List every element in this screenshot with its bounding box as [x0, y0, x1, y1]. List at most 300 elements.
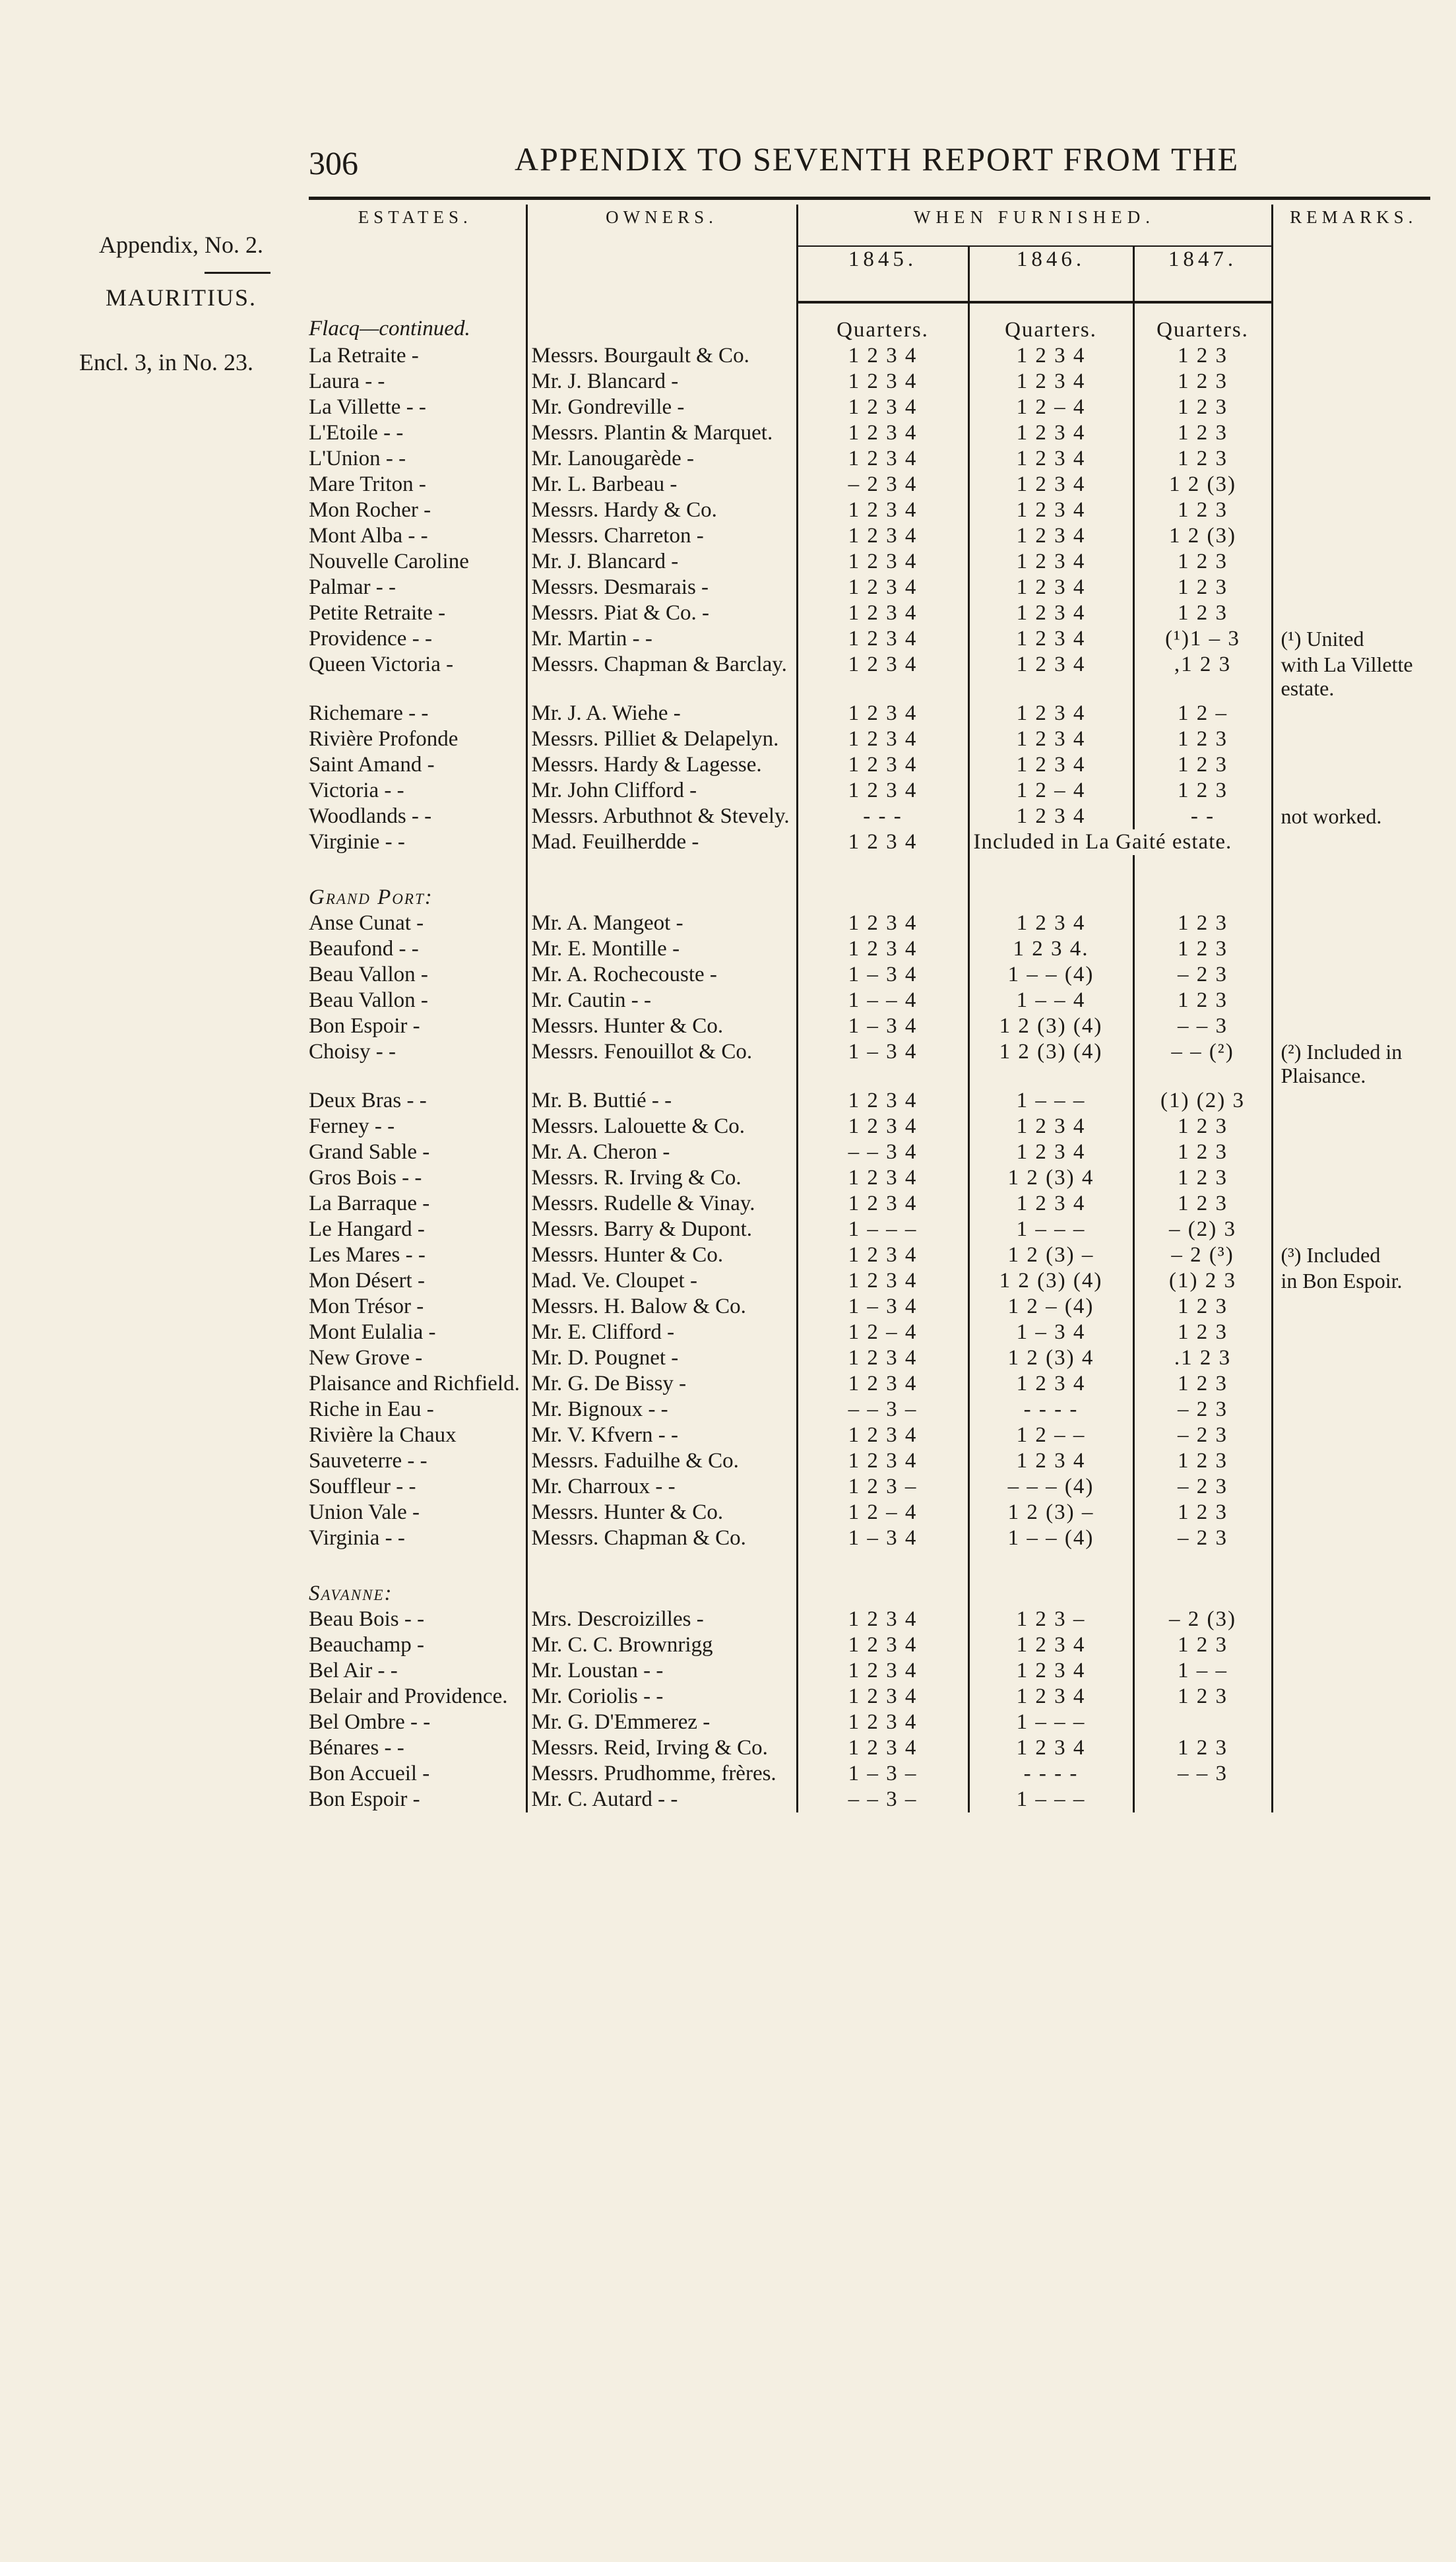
quarters-1845: 1 2 3 4 — [797, 1607, 968, 1632]
owner-name: Mr. Loustan - - — [526, 1658, 797, 1684]
table-row — [309, 1191, 1430, 1217]
estate-name: Ferney - - — [309, 1114, 395, 1138]
quarters-1845: 1 2 3 4 — [797, 936, 968, 962]
owner-name: Mr. Gondreville - — [526, 395, 797, 420]
estate-name: Beau Bois - - — [309, 1607, 425, 1631]
section-spacer — [526, 855, 797, 911]
quarters-1846: 1 2 3 4 — [968, 1448, 1133, 1474]
quarters-1846: 1 2 (3) (4) — [968, 1039, 1133, 1088]
owner-name: Messrs. Barry & Dupont. — [526, 1217, 797, 1242]
owner-name: Messrs. Lalouette & Co. — [526, 1114, 797, 1139]
table-row — [309, 726, 1430, 752]
quarters-1847: 1 2 3 — [1133, 1294, 1272, 1320]
table-body — [309, 302, 1430, 1812]
quarters-1846: 1 2 3 4 — [968, 446, 1133, 472]
owner-name: Mr. D. Pougnet - — [526, 1345, 797, 1371]
remarks-cell — [1272, 1345, 1430, 1371]
estate-name: Bénares - - — [309, 1736, 404, 1760]
remarks-cell — [1272, 752, 1430, 778]
table-row — [309, 420, 1430, 446]
quarters-1846: 1 2 3 4 — [968, 1139, 1133, 1165]
quarters-1847: 1 2 3 — [1133, 988, 1272, 1013]
owner-name: Messrs. Fenouillot & Co. — [526, 1039, 797, 1088]
quarters-1845: 1 2 3 4 — [797, 343, 968, 369]
section-title: Grand Port: — [309, 885, 433, 909]
quarters-1845: – – 3 – — [797, 1397, 968, 1423]
quarters-1847: 1 2 3 — [1133, 497, 1272, 523]
remarks-cell — [1272, 1735, 1430, 1761]
remarks-cell — [1272, 549, 1430, 575]
quarters-1846: 1 – – – — [968, 1217, 1133, 1242]
quarters-1847: 1 2 3 — [1133, 1165, 1272, 1191]
running-title: APPENDIX TO SEVENTH REPORT FROM THE — [515, 141, 1240, 177]
estate-name: Queen Victoria - — [309, 653, 454, 676]
owner-name: Messrs. Hunter & Co. — [526, 1500, 797, 1525]
owner-name: Messrs. Rudelle & Vinay. — [526, 1191, 797, 1217]
quarters-1847: 1 2 (3) — [1133, 523, 1272, 549]
quarters-1845: 1 2 3 4 — [797, 1448, 968, 1474]
quarters-1846: 1 – – (4) — [968, 1525, 1133, 1551]
margin-rule — [205, 272, 270, 274]
table-row — [309, 1268, 1430, 1294]
table-row — [309, 778, 1430, 804]
estate-name: Belair and Providence. — [309, 1684, 508, 1708]
quarters-1845: 1 – 3 4 — [797, 1013, 968, 1039]
estate-name: Plaisance and Richfield. — [309, 1372, 520, 1395]
header-year-1845: 1845. — [797, 246, 968, 302]
remarks-cell — [1272, 701, 1430, 726]
owner-name: Mr. L. Barbeau - — [526, 472, 797, 497]
header-year-1847: 1847. — [1133, 246, 1272, 302]
quarters-1845: 1 2 3 4 — [797, 1735, 968, 1761]
quarters-1847: 1 2 – — [1133, 701, 1272, 726]
quarters-1845: 1 2 – 4 — [797, 1500, 968, 1525]
quarters-1846: 1 2 3 4 — [968, 343, 1133, 369]
quarters-1845: 1 2 3 4 — [797, 1710, 968, 1735]
quarters-1846: 1 2 3 4 — [968, 804, 1133, 829]
table-row — [309, 962, 1430, 988]
estate-name: Souffleur - - — [309, 1475, 416, 1498]
section-title: Flacq—continued. — [309, 317, 470, 340]
quarters-1846: 1 – – – — [968, 1088, 1133, 1114]
quarters-1845: 1 2 3 4 — [797, 575, 968, 600]
quarters-1846: 1 2 (3) (4) — [968, 1268, 1133, 1294]
remarks-cell — [1272, 1114, 1430, 1139]
remarks-cell — [1272, 1761, 1430, 1787]
enclosure-note: Encl. 3, in No. 23. — [79, 349, 253, 375]
estate-name: Sauveterre - - — [309, 1449, 427, 1473]
owner-name: Messrs. Hardy & Co. — [526, 497, 797, 523]
quarters-1847: – 2 3 — [1133, 1474, 1272, 1500]
section-remarks-spacer — [1272, 855, 1430, 911]
quarters-1846: 1 2 3 4 — [968, 1191, 1133, 1217]
quarters-1846: 1 2 3 4. — [968, 936, 1133, 962]
table-row — [309, 936, 1430, 962]
table-row — [309, 1088, 1430, 1114]
quarters-1845: 1 2 3 4 — [797, 1114, 968, 1139]
quarters-label — [797, 1551, 968, 1607]
remarks-cell — [1272, 1710, 1430, 1735]
quarters-label: Quarters. — [1133, 302, 1272, 343]
estate-name: Petite Retraite - — [309, 601, 446, 625]
quarters-1847: 1 2 3 — [1133, 395, 1272, 420]
table-row — [309, 369, 1430, 395]
estate-name: La Retraite - — [309, 344, 419, 368]
owner-name: Mr. Bignoux - - — [526, 1397, 797, 1423]
quarters-1846: 1 2 3 4 — [968, 911, 1133, 936]
quarters-1846: 1 2 3 4 — [968, 726, 1133, 752]
owner-name: Messrs. Arbuthnot & Stevely. — [526, 804, 797, 829]
estate-name: Mon Désert - — [309, 1269, 425, 1293]
quarters-1845: 1 2 3 4 — [797, 1165, 968, 1191]
owner-name: Messrs. Bourgault & Co. — [526, 343, 797, 369]
quarters-1847: 1 2 3 — [1133, 1500, 1272, 1525]
table-row — [309, 575, 1430, 600]
estate-name: Riche in Eau - — [309, 1397, 434, 1421]
owner-name: Mr. Charroux - - — [526, 1474, 797, 1500]
owner-name: Mr. A. Mangeot - — [526, 911, 797, 936]
quarters-1845: 1 – 3 4 — [797, 962, 968, 988]
quarters-1846: 1 2 3 4 — [968, 497, 1133, 523]
owner-name: Mr. E. Clifford - — [526, 1320, 797, 1345]
owner-name: Mr. G. D'Emmerez - — [526, 1710, 797, 1735]
owner-name: Mr. Lanougarède - — [526, 446, 797, 472]
remarks-cell — [1272, 1684, 1430, 1710]
quarters-1845: 1 – 3 4 — [797, 1039, 968, 1088]
estate-name: Woodlands - - — [309, 804, 432, 828]
table-row — [309, 1607, 1430, 1632]
owner-name: Messrs. Reid, Irving & Co. — [526, 1735, 797, 1761]
quarters-1847: (1) 2 3 — [1133, 1268, 1272, 1294]
quarters-1845: 1 2 3 4 — [797, 626, 968, 652]
quarters-1846: 1 2 (3) – — [968, 1242, 1133, 1268]
remarks-cell — [1272, 1448, 1430, 1474]
quarters-1847: 1 2 3 — [1133, 420, 1272, 446]
quarters-1847: – 2 3 — [1133, 1397, 1272, 1423]
quarters-1845: 1 2 3 4 — [797, 497, 968, 523]
estate-name: Providence - - — [309, 627, 432, 651]
quarters-1846: 1 – 3 4 — [968, 1320, 1133, 1345]
estate-name: Bel Air - - — [309, 1659, 398, 1682]
quarters-1847: – (2) 3 — [1133, 1217, 1272, 1242]
table-row — [309, 829, 1430, 855]
quarters-1845: 1 2 3 4 — [797, 726, 968, 752]
estate-name: Rivière la Chaux — [309, 1423, 457, 1447]
estate-name: Union Vale - — [309, 1500, 420, 1524]
remarks-cell — [1272, 1525, 1430, 1551]
quarters-1847: 1 2 3 — [1133, 343, 1272, 369]
estate-name: Saint Amand - — [309, 753, 435, 777]
quarters-1845: – – 3 4 — [797, 1139, 968, 1165]
quarters-label — [797, 855, 968, 911]
table-row — [309, 1165, 1430, 1191]
quarters-1847 — [1133, 1710, 1272, 1735]
owner-name: Messrs. H. Balow & Co. — [526, 1294, 797, 1320]
quarters-1845: 1 2 3 4 — [797, 369, 968, 395]
estate-name: Mont Alba - - — [309, 524, 428, 548]
quarters-1845: 1 2 3 4 — [797, 600, 968, 626]
table-row — [309, 549, 1430, 575]
estate-name: Bon Accueil - — [309, 1762, 430, 1785]
estate-name: Laura - - — [309, 369, 385, 393]
quarters-1847: 1 2 3 — [1133, 1632, 1272, 1658]
section-spacer — [526, 1551, 797, 1607]
quarters-1847: – – (²) — [1133, 1039, 1272, 1088]
remarks-cell — [1272, 1217, 1430, 1242]
table-row — [309, 988, 1430, 1013]
quarters-1846: 1 2 (3) 4 — [968, 1165, 1133, 1191]
quarters-1846: 1 2 (3) – — [968, 1500, 1133, 1525]
quarters-1847: 1 2 3 — [1133, 446, 1272, 472]
quarters-1846: 1 – – – — [968, 1710, 1133, 1735]
remarks-cell — [1272, 778, 1430, 804]
page-header — [0, 0, 1456, 198]
table-row — [309, 1039, 1430, 1088]
table-row — [309, 1320, 1430, 1345]
owner-name: Mr. E. Montille - — [526, 936, 797, 962]
remarks-cell: not worked. — [1272, 804, 1430, 829]
estate-name: Les Mares - - — [309, 1243, 426, 1267]
remarks-cell — [1272, 1165, 1430, 1191]
owner-name: Mr. B. Buttié - - — [526, 1088, 797, 1114]
quarters-1847: 1 2 3 — [1133, 600, 1272, 626]
quarters-1847: ,1 2 3 — [1133, 652, 1272, 701]
remarks-cell — [1272, 1013, 1430, 1039]
quarters-1845: 1 2 3 4 — [797, 1423, 968, 1448]
section-spacer — [526, 302, 797, 343]
owner-name: Messrs. Faduilhe & Co. — [526, 1448, 797, 1474]
quarters-1845: - - - — [797, 804, 968, 829]
estate-name: Beau Vallon - — [309, 963, 428, 986]
table-row — [309, 343, 1430, 369]
quarters-1845: 1 2 3 4 — [797, 1345, 968, 1371]
quarters-1847: - - — [1133, 804, 1272, 829]
table-row — [309, 1013, 1430, 1039]
owner-name: Messrs. Hunter & Co. — [526, 1013, 797, 1039]
quarters-1846: 1 2 3 4 — [968, 752, 1133, 778]
quarters-1845: 1 – – 4 — [797, 988, 968, 1013]
estate-name: La Villette - - — [309, 395, 426, 419]
header-year-1846: 1846. — [968, 246, 1133, 302]
quarters-1845: 1 2 – 4 — [797, 1320, 968, 1345]
section-header-row — [309, 302, 1430, 343]
quarters-1845: 1 2 3 4 — [797, 1268, 968, 1294]
owner-name: Mr. C. Autard - - — [526, 1787, 797, 1812]
quarters-1845: 1 2 3 4 — [797, 549, 968, 575]
table-row — [309, 395, 1430, 420]
quarters-1847: 1 2 3 — [1133, 369, 1272, 395]
quarters-1846: 1 2 3 4 — [968, 369, 1133, 395]
remarks-cell — [1272, 1632, 1430, 1658]
quarters-1846: 1 2 (3) 4 — [968, 1345, 1133, 1371]
quarters-1847: 1 2 3 — [1133, 1139, 1272, 1165]
table-row — [309, 1684, 1430, 1710]
quarters-1847: 1 – – — [1133, 1658, 1272, 1684]
remarks-cell — [1272, 1191, 1430, 1217]
quarters-label — [1133, 855, 1272, 911]
quarters-1847: 1 2 (3) — [1133, 472, 1272, 497]
owner-name: Messrs. Charreton - — [526, 523, 797, 549]
quarters-1847: – 2 3 — [1133, 962, 1272, 988]
quarters-1845: 1 – 3 4 — [797, 1525, 968, 1551]
estate-name: Gros Bois - - — [309, 1166, 422, 1190]
quarters-1845: 1 2 3 4 — [797, 420, 968, 446]
owner-name: Mr. A. Rochecouste - — [526, 962, 797, 988]
quarters-1846: 1 2 3 4 — [968, 420, 1133, 446]
estate-name: Rivière Profonde — [309, 727, 459, 751]
remarks-cell — [1272, 343, 1430, 369]
owner-name: Messrs. Hunter & Co. — [526, 1242, 797, 1268]
quarters-label: Quarters. — [968, 302, 1133, 343]
remarks-cell — [1272, 1423, 1430, 1448]
remarks-cell: with La Villette estate. — [1272, 652, 1430, 701]
quarters-1845: 1 2 3 4 — [797, 778, 968, 804]
quarters-1845: 1 – 3 – — [797, 1761, 968, 1787]
quarters-1846: 1 2 (3) (4) — [968, 1013, 1133, 1039]
owner-name: Mr. A. Cheron - — [526, 1139, 797, 1165]
quarters-1845: – – 3 – — [797, 1787, 968, 1812]
owner-name: Mr. V. Kfvern - - — [526, 1423, 797, 1448]
quarters-1847: (¹)1 – 3 — [1133, 626, 1272, 652]
owner-name: Mrs. Descroizilles - — [526, 1607, 797, 1632]
table-row — [309, 1710, 1430, 1735]
quarters-1846: - - - - — [968, 1397, 1133, 1423]
quarters-1846: 1 2 – (4) — [968, 1294, 1133, 1320]
table-row — [309, 472, 1430, 497]
header-rule — [309, 197, 1430, 200]
table-row — [309, 1397, 1430, 1423]
remarks-cell — [1272, 988, 1430, 1013]
remarks-cell — [1272, 1088, 1430, 1114]
quarters-1845: 1 2 3 4 — [797, 829, 968, 855]
quarters-1846: 1 – – (4) — [968, 962, 1133, 988]
estate-name: Mont Eulalia - — [309, 1320, 436, 1344]
remarks-cell — [1272, 1787, 1430, 1812]
estate-name: Deux Bras - - — [309, 1089, 427, 1112]
quarters-1845: 1 2 3 4 — [797, 701, 968, 726]
quarters-1846: - - - - — [968, 1761, 1133, 1787]
quarters-1845: 1 2 3 4 — [797, 523, 968, 549]
remarks-cell — [1272, 446, 1430, 472]
owner-name: Messrs. Prudhomme, frères. — [526, 1761, 797, 1787]
quarters-1847: 1 2 3 — [1133, 1320, 1272, 1345]
remarks-cell — [1272, 829, 1430, 855]
quarters-1845: 1 – 3 4 — [797, 1294, 968, 1320]
quarters-label — [968, 855, 1133, 911]
quarters-1846: 1 2 3 4 — [968, 1658, 1133, 1684]
quarters-1846: 1 2 3 4 — [968, 1735, 1133, 1761]
estate-name: Richemare - - — [309, 701, 429, 725]
quarters-1847: 1 2 3 — [1133, 778, 1272, 804]
quarters-1846: 1 2 – – — [968, 1423, 1133, 1448]
owner-name: Mr. J. Blancard - — [526, 369, 797, 395]
estate-name: Bel Ombre - - — [309, 1710, 431, 1734]
quarters-1847 — [1133, 1787, 1272, 1812]
quarters-1846: 1 2 3 4 — [968, 1684, 1133, 1710]
remarks-cell — [1272, 523, 1430, 549]
quarters-1847: – – 3 — [1133, 1013, 1272, 1039]
quarters-1847: 1 2 3 — [1133, 1371, 1272, 1397]
quarters-1847: – 2 (³) — [1133, 1242, 1272, 1268]
quarters-1846: 1 2 3 – — [968, 1607, 1133, 1632]
table-row — [309, 652, 1430, 701]
quarters-1847: – – 3 — [1133, 1761, 1272, 1787]
quarters-1847: 1 2 3 — [1133, 549, 1272, 575]
remarks-cell — [1272, 1397, 1430, 1423]
table-row — [309, 701, 1430, 726]
estates-table — [309, 205, 1430, 1812]
owner-name: Mad. Feuilherdde - — [526, 829, 797, 855]
remarks-cell — [1272, 1371, 1430, 1397]
table-row — [309, 446, 1430, 472]
remarks-cell — [1272, 395, 1430, 420]
quarters-label — [1133, 1551, 1272, 1607]
owner-name: Mr. Cautin - - — [526, 988, 797, 1013]
owner-name: Messrs. R. Irving & Co. — [526, 1165, 797, 1191]
estate-name: Beaufond - - — [309, 937, 419, 961]
owner-name: Messrs. Pilliet & Delapelyn. — [526, 726, 797, 752]
estate-name: New Grove - — [309, 1346, 423, 1370]
quarters-1845: 1 2 3 4 — [797, 1242, 968, 1268]
table-row — [309, 1761, 1430, 1787]
remarks-cell — [1272, 600, 1430, 626]
remarks-cell: (²) Included in Plaisance. — [1272, 1039, 1430, 1088]
table-row — [309, 626, 1430, 652]
table-row — [309, 1423, 1430, 1448]
quarters-1846: 1 2 – 4 — [968, 778, 1133, 804]
estate-name: Virginie - - — [309, 830, 405, 854]
quarters-1845: 1 2 3 4 — [797, 1684, 968, 1710]
remarks-cell — [1272, 962, 1430, 988]
merged-note: Included in La Gaité estate. — [968, 829, 1272, 855]
owner-name: Messrs. Hardy & Lagesse. — [526, 752, 797, 778]
owner-name: Messrs. Chapman & Barclay. — [526, 652, 797, 701]
remarks-cell — [1272, 369, 1430, 395]
table-row — [309, 1139, 1430, 1165]
quarters-1845: 1 2 3 4 — [797, 395, 968, 420]
table-row — [309, 1217, 1430, 1242]
remarks-cell: (³) Included — [1272, 1242, 1430, 1268]
estate-name: Beauchamp - — [309, 1633, 425, 1657]
table-row — [309, 1787, 1430, 1812]
owner-name: Mr. Coriolis - - — [526, 1684, 797, 1710]
header-owners: OWNERS. — [526, 205, 797, 302]
owner-name: Mad. Ve. Cloupet - — [526, 1268, 797, 1294]
remarks-cell — [1272, 1607, 1430, 1632]
quarters-1845: 1 – – – — [797, 1217, 968, 1242]
estate-name: Mon Rocher - — [309, 498, 431, 522]
remarks-cell — [1272, 1139, 1430, 1165]
quarters-1845: 1 2 3 4 — [797, 1088, 968, 1114]
remarks-cell — [1272, 472, 1430, 497]
remarks-cell — [1272, 726, 1430, 752]
quarters-1847: 1 2 3 — [1133, 1191, 1272, 1217]
appendix-note: Appendix, No. 2. — [99, 232, 263, 258]
quarters-1847: 1 2 3 — [1133, 752, 1272, 778]
section-header-row — [309, 855, 1430, 911]
estate-name: L'Union - - — [309, 447, 406, 470]
remarks-cell — [1272, 1658, 1430, 1684]
table-row — [309, 523, 1430, 549]
table-row — [309, 1500, 1430, 1525]
quarters-1846: 1 2 3 4 — [968, 1632, 1133, 1658]
quarters-1845: 1 2 3 – — [797, 1474, 968, 1500]
quarters-label — [968, 1551, 1133, 1607]
owner-name: Mr. G. De Bissy - — [526, 1371, 797, 1397]
owner-name: Mr. Martin - - — [526, 626, 797, 652]
estate-name: L'Etoile - - — [309, 421, 404, 445]
quarters-1847: 1 2 3 — [1133, 575, 1272, 600]
